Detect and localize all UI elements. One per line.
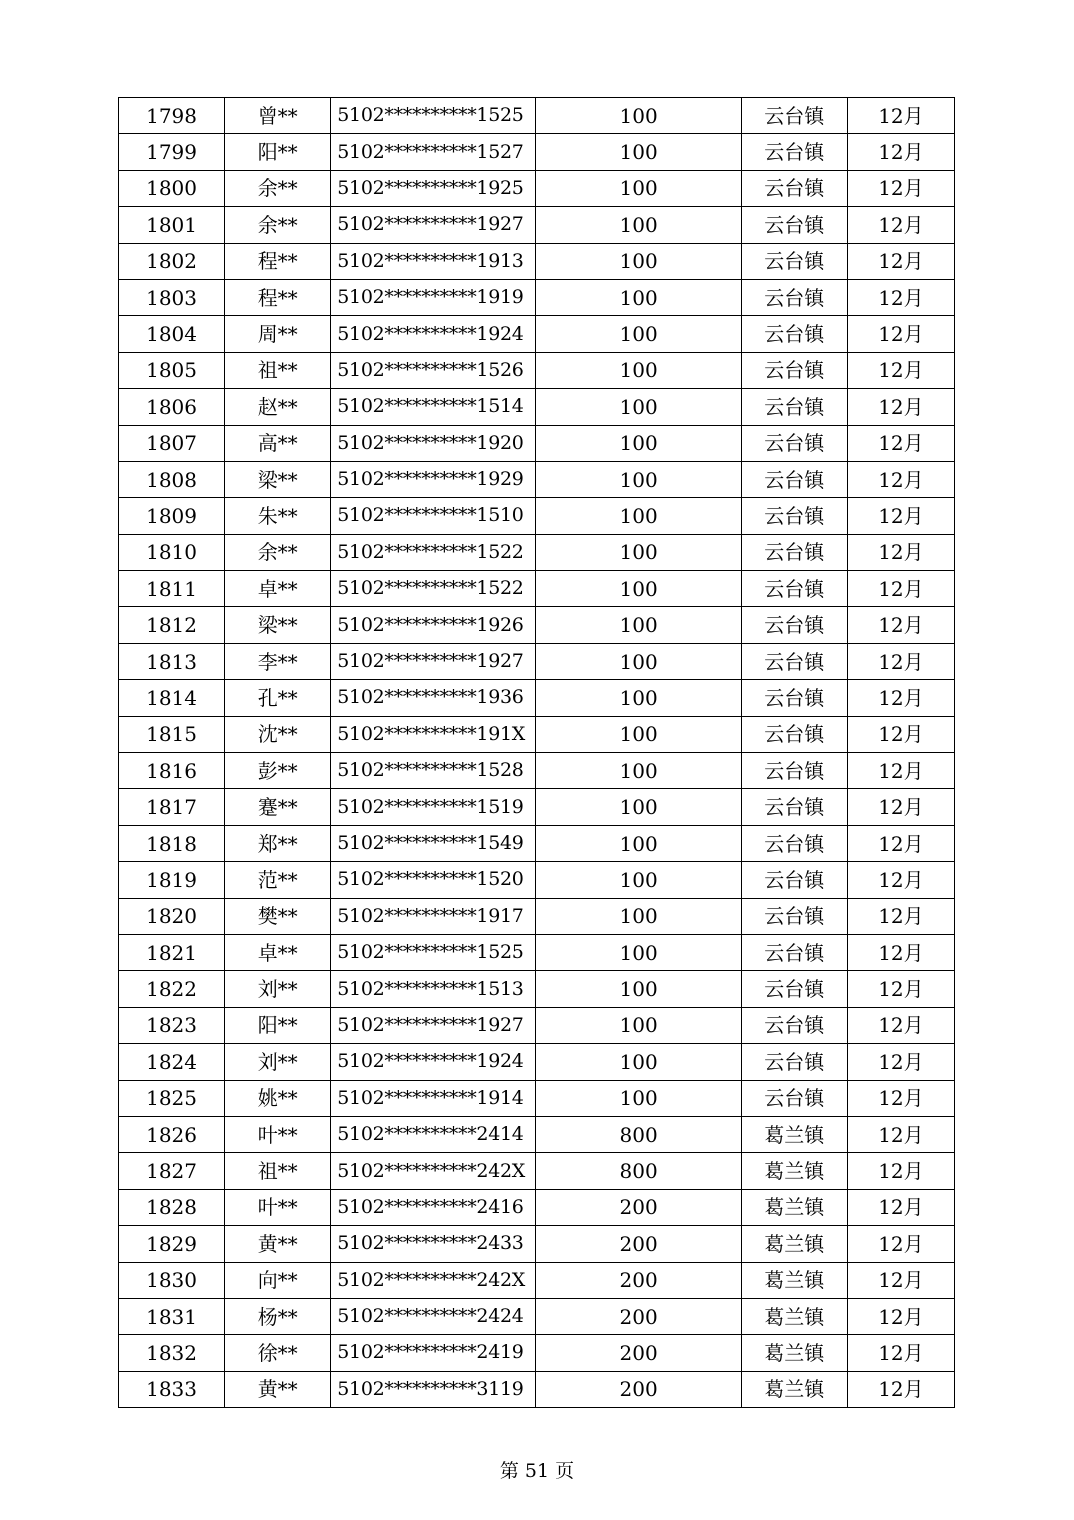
amount-cell: 100 (536, 607, 741, 643)
amount-cell: 200 (536, 1226, 741, 1262)
amount-cell: 100 (536, 425, 741, 461)
month-cell: 12月 (847, 1080, 954, 1116)
amount-cell: 100 (536, 789, 741, 825)
town-cell: 云台镇 (741, 862, 847, 898)
id-number-cell: 5102**********1549 (331, 825, 536, 861)
town-cell: 云台镇 (741, 571, 847, 607)
town-cell: 云台镇 (741, 1007, 847, 1043)
name-cell: 朱** (225, 498, 331, 534)
id-number-cell: 5102**********1528 (331, 753, 536, 789)
row-number-cell: 1821 (119, 934, 225, 970)
row-number-cell: 1799 (119, 134, 225, 170)
table-row (119, 1080, 955, 1116)
table-row (119, 389, 955, 425)
row-number-cell: 1826 (119, 1116, 225, 1152)
name-cell: 蹇** (225, 789, 331, 825)
id-number-cell: 5102**********242X (331, 1262, 536, 1298)
name-cell: 樊** (225, 898, 331, 934)
table-row (119, 1262, 955, 1298)
town-cell: 云台镇 (741, 1080, 847, 1116)
table-row (119, 862, 955, 898)
amount-cell: 100 (536, 934, 741, 970)
amount-cell: 800 (536, 1153, 741, 1189)
town-cell: 云台镇 (741, 279, 847, 315)
name-cell: 周** (225, 316, 331, 352)
month-cell: 12月 (847, 134, 954, 170)
town-cell: 云台镇 (741, 898, 847, 934)
row-number-cell: 1818 (119, 825, 225, 861)
table-row (119, 1044, 955, 1080)
amount-cell: 100 (536, 207, 741, 243)
id-number-cell: 5102**********1925 (331, 170, 536, 206)
amount-cell: 100 (536, 98, 741, 134)
row-number-cell: 1814 (119, 680, 225, 716)
table-row (119, 534, 955, 570)
row-number-cell: 1809 (119, 498, 225, 534)
amount-cell: 200 (536, 1371, 741, 1407)
table-row (119, 680, 955, 716)
amount-cell: 100 (536, 461, 741, 497)
table-row (119, 753, 955, 789)
town-cell: 云台镇 (741, 607, 847, 643)
table-row (119, 316, 955, 352)
page-number: 第 51 页 (499, 1460, 575, 1482)
table-row (119, 498, 955, 534)
table-row (119, 1226, 955, 1262)
table-row (119, 789, 955, 825)
month-cell: 12月 (847, 243, 954, 279)
id-number-cell: 5102**********1519 (331, 789, 536, 825)
amount-cell: 100 (536, 243, 741, 279)
records-table (118, 97, 955, 1408)
id-number-cell: 5102**********1913 (331, 243, 536, 279)
table-row (119, 461, 955, 497)
row-number-cell: 1817 (119, 789, 225, 825)
row-number-cell: 1815 (119, 716, 225, 752)
name-cell: 卓** (225, 571, 331, 607)
row-number-cell: 1813 (119, 643, 225, 679)
month-cell: 12月 (847, 1189, 954, 1225)
name-cell: 黄** (225, 1226, 331, 1262)
name-cell: 祖** (225, 352, 331, 388)
month-cell: 12月 (847, 1335, 954, 1371)
id-number-cell: 5102**********1927 (331, 643, 536, 679)
row-number-cell: 1816 (119, 753, 225, 789)
amount-cell: 100 (536, 643, 741, 679)
name-cell: 姚** (225, 1080, 331, 1116)
table-row (119, 607, 955, 643)
row-number-cell: 1812 (119, 607, 225, 643)
id-number-cell: 5102**********1929 (331, 461, 536, 497)
table-row (119, 1335, 955, 1371)
town-cell: 云台镇 (741, 716, 847, 752)
month-cell: 12月 (847, 207, 954, 243)
month-cell: 12月 (847, 1226, 954, 1262)
month-cell: 12月 (847, 1044, 954, 1080)
town-cell: 云台镇 (741, 643, 847, 679)
month-cell: 12月 (847, 316, 954, 352)
month-cell: 12月 (847, 571, 954, 607)
town-cell: 云台镇 (741, 316, 847, 352)
table-row (119, 1371, 955, 1407)
id-number-cell: 5102**********3119 (331, 1371, 536, 1407)
id-number-cell: 5102**********1513 (331, 971, 536, 1007)
amount-cell: 100 (536, 1044, 741, 1080)
id-number-cell: 5102**********1525 (331, 98, 536, 134)
table-row (119, 1189, 955, 1225)
row-number-cell: 1819 (119, 862, 225, 898)
amount-cell: 100 (536, 753, 741, 789)
name-cell: 程** (225, 279, 331, 315)
amount-cell: 100 (536, 389, 741, 425)
id-number-cell: 5102**********1525 (331, 934, 536, 970)
row-number-cell: 1830 (119, 1262, 225, 1298)
month-cell: 12月 (847, 825, 954, 861)
amount-cell: 100 (536, 971, 741, 1007)
town-cell: 葛兰镇 (741, 1371, 847, 1407)
town-cell: 云台镇 (741, 207, 847, 243)
row-number-cell: 1829 (119, 1226, 225, 1262)
town-cell: 葛兰镇 (741, 1226, 847, 1262)
table-row (119, 1153, 955, 1189)
month-cell: 12月 (847, 934, 954, 970)
month-cell: 12月 (847, 1371, 954, 1407)
table-row (119, 352, 955, 388)
id-number-cell: 5102**********1924 (331, 1044, 536, 1080)
table-row (119, 571, 955, 607)
name-cell: 梁** (225, 461, 331, 497)
town-cell: 云台镇 (741, 243, 847, 279)
amount-cell: 100 (536, 1080, 741, 1116)
name-cell: 徐** (225, 1335, 331, 1371)
amount-cell: 200 (536, 1335, 741, 1371)
row-number-cell: 1822 (119, 971, 225, 1007)
month-cell: 12月 (847, 461, 954, 497)
amount-cell: 100 (536, 316, 741, 352)
name-cell: 孔** (225, 680, 331, 716)
id-number-cell: 5102**********1920 (331, 425, 536, 461)
town-cell: 葛兰镇 (741, 1189, 847, 1225)
amount-cell: 200 (536, 1189, 741, 1225)
town-cell: 葛兰镇 (741, 1298, 847, 1334)
name-cell: 叶** (225, 1189, 331, 1225)
row-number-cell: 1807 (119, 425, 225, 461)
row-number-cell: 1801 (119, 207, 225, 243)
id-number-cell: 5102**********1919 (331, 279, 536, 315)
name-cell: 刘** (225, 1044, 331, 1080)
table-row (119, 971, 955, 1007)
amount-cell: 100 (536, 898, 741, 934)
name-cell: 阳** (225, 1007, 331, 1043)
amount-cell: 100 (536, 1007, 741, 1043)
table-row (119, 425, 955, 461)
town-cell: 云台镇 (741, 534, 847, 570)
table-row (119, 716, 955, 752)
town-cell: 云台镇 (741, 934, 847, 970)
town-cell: 云台镇 (741, 971, 847, 1007)
row-number-cell: 1824 (119, 1044, 225, 1080)
town-cell: 云台镇 (741, 789, 847, 825)
town-cell: 云台镇 (741, 98, 847, 134)
name-cell: 杨** (225, 1298, 331, 1334)
id-number-cell: 5102**********1522 (331, 534, 536, 570)
town-cell: 云台镇 (741, 425, 847, 461)
amount-cell: 100 (536, 279, 741, 315)
row-number-cell: 1811 (119, 571, 225, 607)
table-row (119, 643, 955, 679)
id-number-cell: 5102**********1510 (331, 498, 536, 534)
name-cell: 梁** (225, 607, 331, 643)
month-cell: 12月 (847, 1298, 954, 1334)
amount-cell: 100 (536, 134, 741, 170)
row-number-cell: 1805 (119, 352, 225, 388)
month-cell: 12月 (847, 498, 954, 534)
table-row (119, 898, 955, 934)
id-number-cell: 5102**********1936 (331, 680, 536, 716)
table-row (119, 1007, 955, 1043)
row-number-cell: 1804 (119, 316, 225, 352)
town-cell: 云台镇 (741, 753, 847, 789)
month-cell: 12月 (847, 1007, 954, 1043)
id-number-cell: 5102**********2416 (331, 1189, 536, 1225)
table-row (119, 98, 955, 134)
amount-cell: 100 (536, 534, 741, 570)
amount-cell: 100 (536, 571, 741, 607)
row-number-cell: 1810 (119, 534, 225, 570)
id-number-cell: 5102**********2419 (331, 1335, 536, 1371)
row-number-cell: 1823 (119, 1007, 225, 1043)
month-cell: 12月 (847, 607, 954, 643)
row-number-cell: 1803 (119, 279, 225, 315)
town-cell: 云台镇 (741, 389, 847, 425)
table-row (119, 1116, 955, 1152)
row-number-cell: 1833 (119, 1371, 225, 1407)
name-cell: 余** (225, 207, 331, 243)
row-number-cell: 1825 (119, 1080, 225, 1116)
id-number-cell: 5102**********1526 (331, 352, 536, 388)
town-cell: 葛兰镇 (741, 1116, 847, 1152)
table-row (119, 825, 955, 861)
name-cell: 向** (225, 1262, 331, 1298)
id-number-cell: 5102**********1914 (331, 1080, 536, 1116)
name-cell: 余** (225, 534, 331, 570)
town-cell: 云台镇 (741, 1044, 847, 1080)
row-number-cell: 1798 (119, 98, 225, 134)
month-cell: 12月 (847, 753, 954, 789)
id-number-cell: 5102**********1522 (331, 571, 536, 607)
month-cell: 12月 (847, 716, 954, 752)
amount-cell: 100 (536, 825, 741, 861)
amount-cell: 100 (536, 862, 741, 898)
name-cell: 祖** (225, 1153, 331, 1189)
table-row (119, 134, 955, 170)
id-number-cell: 5102**********2424 (331, 1298, 536, 1334)
name-cell: 叶** (225, 1116, 331, 1152)
id-number-cell: 5102**********1917 (331, 898, 536, 934)
name-cell: 阳** (225, 134, 331, 170)
row-number-cell: 1802 (119, 243, 225, 279)
amount-cell: 100 (536, 352, 741, 388)
name-cell: 曾** (225, 98, 331, 134)
row-number-cell: 1806 (119, 389, 225, 425)
name-cell: 赵** (225, 389, 331, 425)
table-row (119, 934, 955, 970)
amount-cell: 100 (536, 680, 741, 716)
amount-cell: 100 (536, 498, 741, 534)
id-number-cell: 5102**********2433 (331, 1226, 536, 1262)
month-cell: 12月 (847, 898, 954, 934)
name-cell: 程** (225, 243, 331, 279)
row-number-cell: 1831 (119, 1298, 225, 1334)
month-cell: 12月 (847, 534, 954, 570)
name-cell: 黄** (225, 1371, 331, 1407)
name-cell: 沈** (225, 716, 331, 752)
month-cell: 12月 (847, 425, 954, 461)
id-number-cell: 5102**********1520 (331, 862, 536, 898)
month-cell: 12月 (847, 1262, 954, 1298)
id-number-cell: 5102**********1927 (331, 207, 536, 243)
name-cell: 李** (225, 643, 331, 679)
amount-cell: 200 (536, 1262, 741, 1298)
town-cell: 云台镇 (741, 498, 847, 534)
id-number-cell: 5102**********1924 (331, 316, 536, 352)
table-row (119, 243, 955, 279)
table-row (119, 207, 955, 243)
town-cell: 葛兰镇 (741, 1335, 847, 1371)
month-cell: 12月 (847, 170, 954, 206)
month-cell: 12月 (847, 352, 954, 388)
month-cell: 12月 (847, 680, 954, 716)
table-body (119, 98, 955, 1408)
table-row (119, 1298, 955, 1334)
month-cell: 12月 (847, 643, 954, 679)
name-cell: 卓** (225, 934, 331, 970)
town-cell: 云台镇 (741, 461, 847, 497)
row-number-cell: 1820 (119, 898, 225, 934)
name-cell: 范** (225, 862, 331, 898)
id-number-cell: 5102**********191X (331, 716, 536, 752)
name-cell: 彭** (225, 753, 331, 789)
amount-cell: 800 (536, 1116, 741, 1152)
month-cell: 12月 (847, 389, 954, 425)
month-cell: 12月 (847, 971, 954, 1007)
row-number-cell: 1828 (119, 1189, 225, 1225)
id-number-cell: 5102**********1927 (331, 1007, 536, 1043)
id-number-cell: 5102**********1514 (331, 389, 536, 425)
month-cell: 12月 (847, 1116, 954, 1152)
id-number-cell: 5102**********2414 (331, 1116, 536, 1152)
name-cell: 高** (225, 425, 331, 461)
town-cell: 葛兰镇 (741, 1262, 847, 1298)
town-cell: 葛兰镇 (741, 1153, 847, 1189)
month-cell: 12月 (847, 862, 954, 898)
row-number-cell: 1832 (119, 1335, 225, 1371)
month-cell: 12月 (847, 789, 954, 825)
town-cell: 云台镇 (741, 134, 847, 170)
table-row (119, 279, 955, 315)
month-cell: 12月 (847, 98, 954, 134)
name-cell: 刘** (225, 971, 331, 1007)
row-number-cell: 1800 (119, 170, 225, 206)
id-number-cell: 5102**********1926 (331, 607, 536, 643)
town-cell: 云台镇 (741, 352, 847, 388)
table-row (119, 170, 955, 206)
amount-cell: 200 (536, 1298, 741, 1334)
id-number-cell: 5102**********242X (331, 1153, 536, 1189)
name-cell: 郑** (225, 825, 331, 861)
town-cell: 云台镇 (741, 680, 847, 716)
row-number-cell: 1808 (119, 461, 225, 497)
amount-cell: 100 (536, 716, 741, 752)
amount-cell: 100 (536, 170, 741, 206)
month-cell: 12月 (847, 1153, 954, 1189)
row-number-cell: 1827 (119, 1153, 225, 1189)
name-cell: 余** (225, 170, 331, 206)
town-cell: 云台镇 (741, 170, 847, 206)
month-cell: 12月 (847, 279, 954, 315)
id-number-cell: 5102**********1527 (331, 134, 536, 170)
town-cell: 云台镇 (741, 825, 847, 861)
